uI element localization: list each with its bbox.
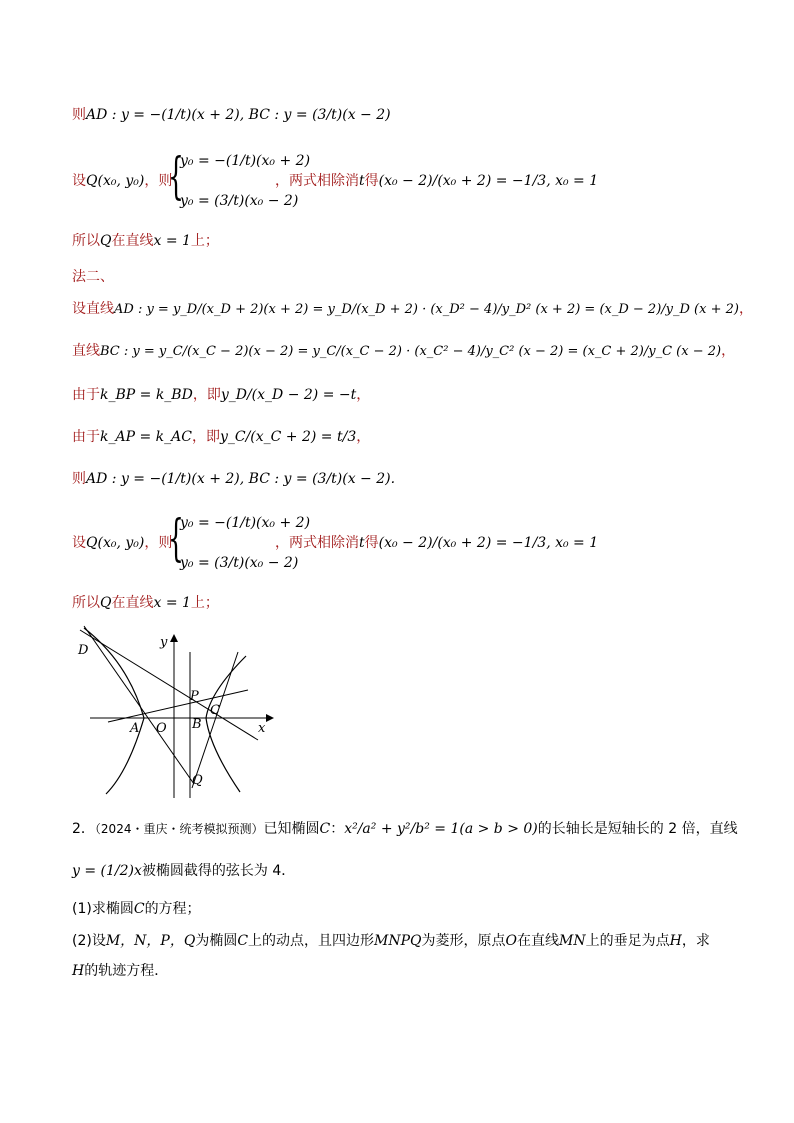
result-x0-2: (x₀ − 2)/(x₀ + 2) = −1/3, x₀ = 1 (378, 535, 599, 551)
text-youyu: 由于 (72, 387, 100, 403)
point-q-2: Q (100, 233, 112, 249)
label-y: y (160, 635, 168, 650)
question-1 (72, 900, 201, 918)
q2-g: 上的垂足为点 (585, 933, 670, 949)
hyperbola-left-branch (84, 628, 144, 794)
q2-o: O (505, 933, 518, 949)
q2-i: ，求 (681, 933, 710, 949)
solution-line-11 (72, 594, 219, 612)
q2-h: H (669, 933, 682, 949)
q2-b: 为椭圆 (195, 933, 238, 949)
label-o: O (156, 721, 167, 736)
ellipse-equation: x²/a² + y²/b² = 1(a > b > 0) (344, 821, 538, 837)
q1-text: (1)求椭圆 (72, 901, 134, 917)
system-eq-3: y₀ = −(1/t)(x₀ + 2) (180, 515, 311, 531)
line-y-half-x: y = (1/2)x (72, 863, 142, 879)
line-ac (108, 690, 248, 722)
label-x: x (258, 721, 266, 736)
line-x-eq-1-2: x = 1 (153, 595, 191, 611)
problem-2-line-2 (72, 862, 295, 880)
text-zaizhixian: 在直线 (111, 233, 154, 249)
text-ze-3: 则 (72, 471, 86, 487)
system-brace-2: { (168, 509, 184, 567)
q2-f: 在直线 (517, 933, 560, 949)
text-ze-4: ，则 (144, 535, 173, 551)
system-eq-1: y₀ = −(1/t)(x₀ + 2) (180, 153, 311, 169)
comma: ， (738, 301, 753, 317)
solution-line-7 (72, 386, 370, 404)
solution-line-6 (72, 342, 735, 361)
problem-rest: 的长轴长是短轴长的 2 倍，直线 (537, 821, 738, 837)
text-youyu-2: 由于 (72, 429, 100, 445)
var-t-2: t (359, 535, 365, 551)
label-b: B (192, 717, 202, 732)
point-q-4: Q (100, 595, 112, 611)
system-eq-2: y₀ = (3/t)(x₀ − 2) (180, 193, 299, 209)
ellipse-c: C (319, 821, 331, 837)
formula-ad: AD : y = y_D/(x_D + 2)(x + 2) = y_D/(x_D + 2) · (x_D² − 4)/y_D² (x + 2) = (x_D − 2)/y_D (x + 2) (114, 302, 739, 317)
problem-source: （2024・重庆・统考模拟预测） (94, 822, 264, 836)
text-liangshi-2: ，两式相除消 (275, 535, 359, 551)
text-ji-2: ，即 (191, 429, 220, 445)
comma-4: ， (356, 429, 371, 445)
x-axis-arrow (266, 714, 274, 722)
text-suoyi: 所以 (72, 233, 100, 249)
system-brace: { (168, 147, 184, 205)
q2-points: M，N，P，Q (105, 933, 196, 949)
result-x0: (x₀ − 2)/(x₀ + 2) = −1/3, x₀ = 1 (378, 173, 599, 189)
text-she-2: 设 (72, 535, 86, 551)
text-ze2: ，则 (144, 173, 173, 189)
comma-2: ， (721, 343, 736, 359)
label-a: A (130, 721, 140, 736)
text-zhixian: 直线 (72, 343, 100, 359)
method-two-heading: 法二、 (72, 269, 114, 285)
solution-line-9 (72, 470, 395, 488)
q1-c: C (133, 901, 145, 917)
text-de: 得 (364, 173, 379, 189)
question-2-cont (72, 962, 168, 980)
system-eq-4: y₀ = (3/t)(x₀ − 2) (180, 555, 299, 571)
geometry-figure (68, 622, 278, 802)
text-shang-2: 上； (190, 595, 219, 611)
line-dq (84, 626, 194, 784)
q2-mn: MN (559, 933, 586, 949)
question-2 (72, 932, 710, 950)
q2-d: 上的动点，且四边形 (248, 933, 375, 949)
formula-bc: BC : y = y_C/(x_C − 2)(x − 2) = y_C/(x_C − 2) · (x_C² − 4)/y_C² (x − 2) = (x_C + 2)/y_C (x − 2) (100, 344, 722, 359)
text-de-2: 得 (364, 535, 379, 551)
solution-line-1 (72, 106, 391, 124)
text-suoyi-2: 所以 (72, 595, 100, 611)
q2-a: (2)设 (72, 933, 106, 949)
result-yd: y_D/(x_D − 2) = −t (220, 387, 357, 403)
point-q-3: Q(x₀, y₀) (86, 535, 145, 551)
line-dp (80, 630, 258, 740)
label-c: C (210, 703, 220, 718)
slope-eq-ap-ac: k_AP = k_AC (100, 429, 192, 445)
formula-ad-bc: AD : y = −(1/t)(x + 2), BC : y = (3/t)(x − 2) (86, 107, 391, 123)
solution-line-5 (72, 300, 753, 319)
problem-number: 2． (72, 821, 95, 837)
label-q: Q (192, 773, 203, 788)
q1-end: 的方程； (144, 901, 201, 917)
label-d: D (78, 643, 89, 658)
q2-c: C (237, 933, 249, 949)
line-x-eq-1: x = 1 (153, 233, 191, 249)
var-t: t (359, 173, 365, 189)
point-q: Q(x₀, y₀) (86, 173, 145, 189)
solution-line-8 (72, 428, 370, 446)
colon: ： (330, 821, 345, 837)
text-zaizhixian-2: 在直线 (111, 595, 154, 611)
formula-ad-bc-2: AD : y = −(1/t)(x + 2), BC : y = (3/t)(x − 2). (86, 471, 396, 487)
q2-e: 为菱形，原点 (421, 933, 506, 949)
comma-3: ， (356, 387, 371, 403)
hyperbola-right-branch (206, 656, 246, 792)
problem-2-line-1 (72, 820, 738, 838)
text-shezhixian: 设直线 (72, 301, 114, 317)
y-axis-arrow (170, 634, 178, 642)
text-ji: ，即 (192, 387, 221, 403)
q2-end: 的轨迹方程． (84, 963, 169, 979)
text-shang: 上； (190, 233, 219, 249)
text-liangshi: ，两式相除消 (275, 173, 359, 189)
problem-intro: 已知椭圆 (263, 821, 320, 837)
text-she: 设 (72, 173, 86, 189)
q2-h-2: H (72, 963, 85, 979)
text-ze: 则 (72, 107, 86, 123)
problem-chord: 被椭圆截得的弦长为 4． (141, 863, 296, 879)
label-p: P (190, 689, 199, 704)
solution-line-3 (72, 232, 219, 250)
q2-mnpq: MNPQ (374, 933, 422, 949)
slope-eq-bp-bd: k_BP = k_BD (100, 387, 193, 403)
result-yc: y_C/(x_C + 2) = t/3 (219, 429, 357, 445)
